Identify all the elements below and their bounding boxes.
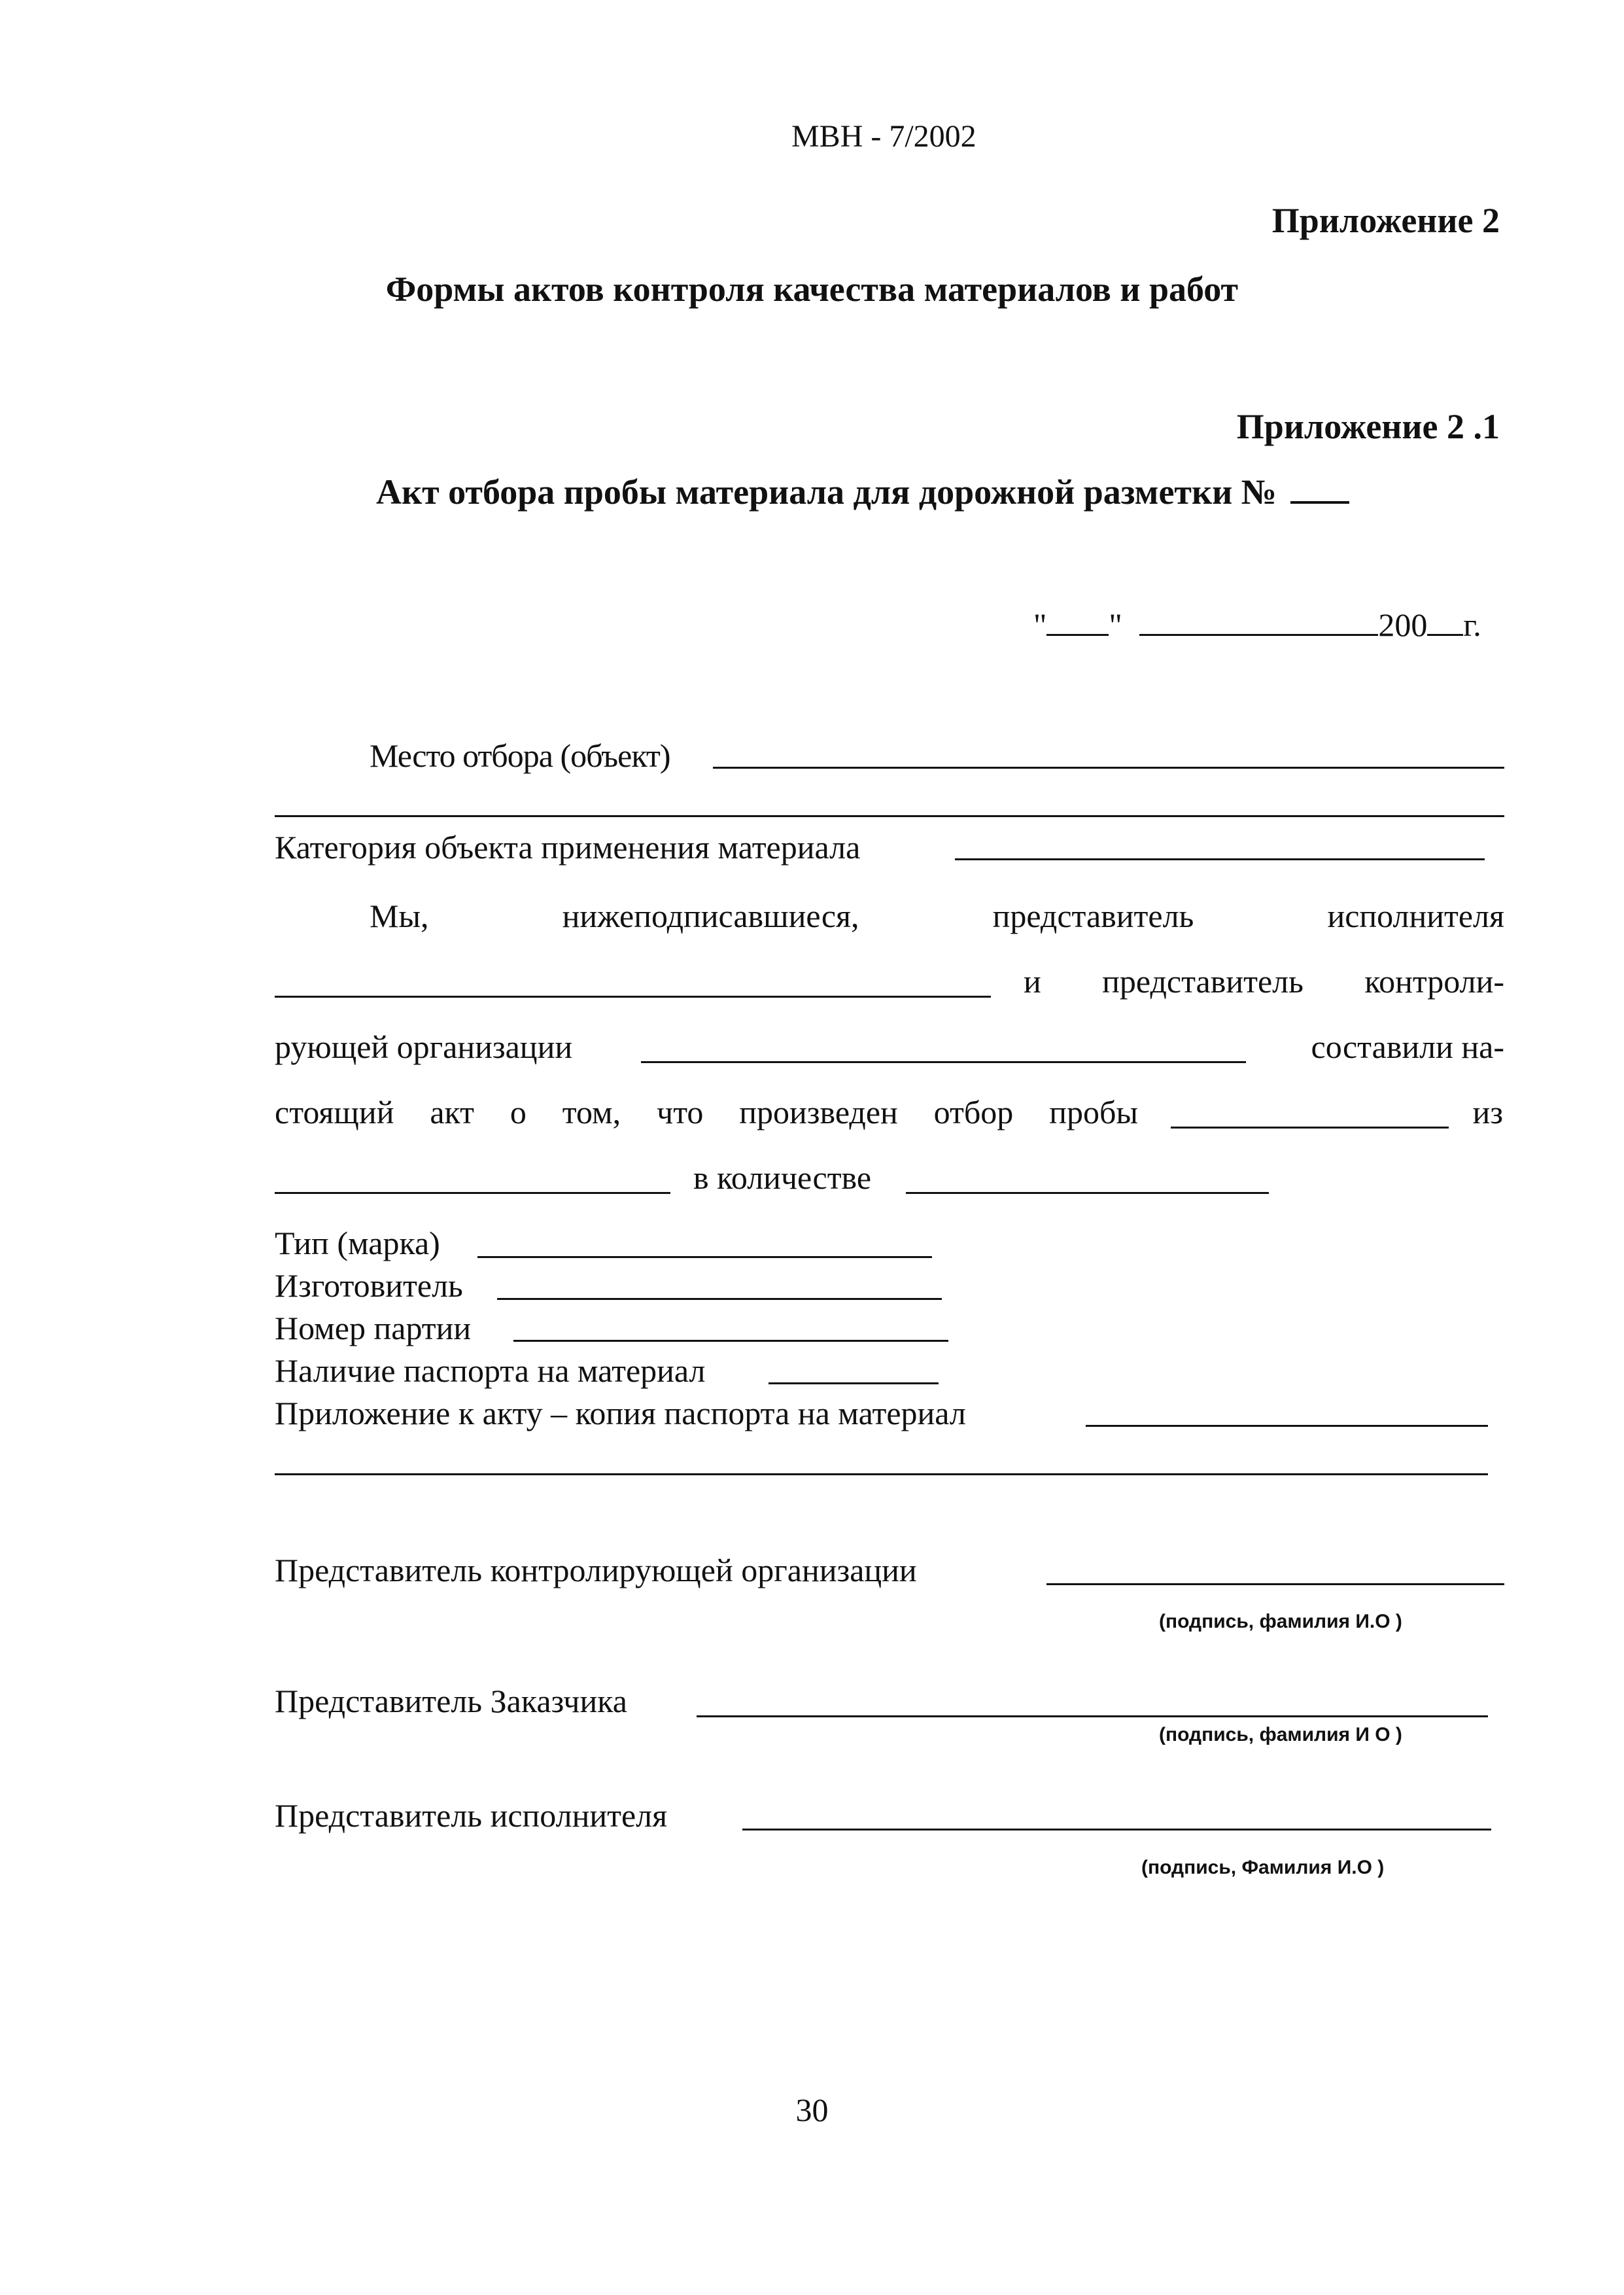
para-line-4-text: стоящий акт о том, что произведен отбор пробы [275,1094,1138,1130]
para-word-we: Мы, [370,898,429,934]
para-line-3-text: рующей организации [275,1028,573,1065]
signature-label-contractor: Представитель исполнителя [275,1797,668,1834]
quantity-field[interactable] [906,1192,1269,1194]
signature-hint-controlling: (подпись, фамилия И.О ) [1159,1611,1402,1632]
date-close-quote: " [1109,606,1122,643]
sub-appendix-label: Приложение 2 .1 [1236,407,1500,446]
place-label: Место отбора (объект) [370,737,670,774]
act-title-text: Акт отбора пробы материала для дорожной разметки № [376,472,1277,512]
passport-field[interactable] [769,1382,939,1384]
contractor-rep-field[interactable] [275,996,991,998]
passport-label: Наличие паспорта на материал [275,1352,706,1389]
para-word-representative: представитель [992,898,1194,934]
attachment-field-continued[interactable] [275,1473,1488,1475]
signature-label-customer: Представитель Заказчика [275,1683,627,1719]
year-suffix: г. [1463,606,1481,643]
signature-field-contractor[interactable] [742,1829,1491,1831]
place-field[interactable] [713,767,1504,769]
type-label: Тип (марка) [275,1225,440,1261]
para-line-1 [370,900,1504,932]
day-field[interactable] [1046,609,1109,636]
signature-field-customer[interactable] [697,1715,1488,1717]
batch-field[interactable] [513,1340,948,1342]
para-word-contractor: исполнителя [1327,898,1504,934]
batch-label: Номер партии [275,1310,472,1346]
date-open-quote: " [1033,606,1047,643]
category-label: Категория объекта применения материала [275,829,861,866]
attachment-field[interactable] [1086,1425,1488,1427]
para-line-2-text: и представитель контроли- [1024,963,1504,1000]
act-title [376,474,1349,510]
manufacturer-label: Изготовитель [275,1267,463,1304]
appendix-label: Приложение 2 [1271,201,1500,240]
signature-field-controlling[interactable] [1046,1583,1504,1585]
para-line-4-end: из [1472,1094,1503,1130]
sample-source-field[interactable] [1171,1127,1449,1129]
controlling-org-field[interactable] [641,1061,1246,1063]
year-field[interactable] [1427,609,1463,636]
appendix-title: Формы актов контроля качества материалов и работ [385,270,1239,309]
signature-hint-customer: (подпись, фамилия И О ) [1159,1724,1402,1745]
document-code: МВН - 7/2002 [791,119,976,154]
signature-label-controlling: Представитель контролирующей организации [275,1552,917,1588]
signature-hint-contractor: (подпись, Фамилия И.О ) [1141,1857,1385,1878]
para-word-undersigned: нижеподписавшиеся, [562,898,859,934]
category-field[interactable] [955,858,1485,860]
attachment-label: Приложение к акту – копия паспорта на материал [275,1395,966,1431]
sample-origin-field[interactable] [275,1192,670,1194]
page-number: 30 [795,2092,829,2128]
act-number-field[interactable] [1290,475,1349,504]
type-field[interactable] [477,1256,932,1258]
place-field-continued[interactable] [275,815,1504,817]
para-line-5-text: в количестве [693,1159,872,1196]
para-line-3-end: составили на- [1311,1028,1504,1065]
year-prefix: 200 [1378,606,1428,643]
date-line [1033,608,1481,641]
month-field[interactable] [1139,609,1378,636]
manufacturer-field[interactable] [497,1298,942,1300]
